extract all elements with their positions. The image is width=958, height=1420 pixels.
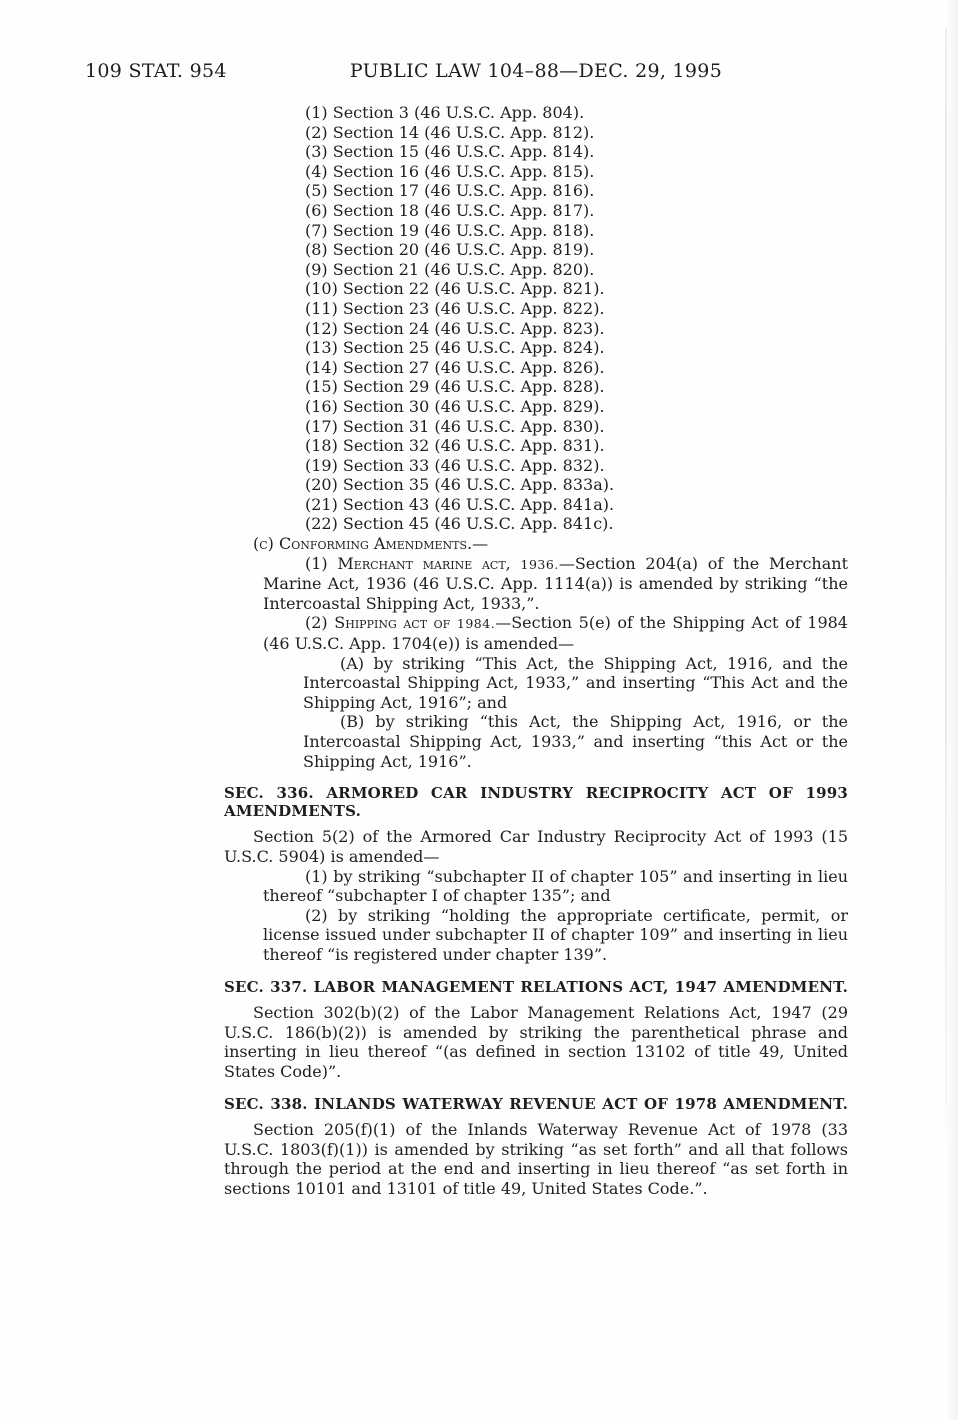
list-item: (18) Section 32 (46 U.S.C. App. 831). bbox=[305, 436, 605, 456]
list-item: (5) Section 17 (46 U.S.C. App. 816). bbox=[305, 181, 595, 201]
paragraph-2-year: 1984. bbox=[456, 616, 496, 632]
list-item: (11) Section 23 (46 U.S.C. App. 822). bbox=[305, 298, 605, 318]
list-item: (12) Section 24 (46 U.S.C. App. 823). bbox=[305, 318, 605, 338]
subparagraph-B: (B) by striking “this Act, the Shipping Act, 1916, or the Intercoastal Shipping Act, 1933,” and inserting “this Act or the Shipping Act, 1916”. bbox=[303, 712, 848, 771]
list-item: (7) Section 19 (46 U.S.C. App. 818). bbox=[305, 220, 595, 240]
conforming-paragraph-2 bbox=[224, 613, 848, 653]
paragraph-1-text: Section 204(a) of the Merchant Marine Act, 1936 (46 U.S.C. App. 1114(a)) is amended by striking “the Intercoastal Shipping Act, 1933,”. bbox=[263, 553, 849, 613]
list-item: (13) Section 25 (46 U.S.C. App. 824). bbox=[305, 338, 605, 358]
conforming-paragraph-1 bbox=[224, 554, 848, 614]
subsection-c-label: (c) Conforming Amendments.— bbox=[253, 534, 489, 554]
list-item: (10) Section 22 (46 U.S.C. App. 821). bbox=[305, 279, 605, 299]
subparagraph-A: (A) by striking “This Act, the Shipping Act, 1916, and the Intercoastal Shipping Act, 1933,” and inserting “This Act and the Shipping Act, 1916”; and bbox=[303, 653, 848, 712]
list-item: (19) Section 33 (46 U.S.C. App. 832). bbox=[305, 455, 605, 475]
paragraph-2-text: Section 5(e) of the Shipping Act of 1984 (46 U.S.C. App. 1704(e)) is amended— bbox=[263, 613, 848, 654]
sec-336-intro: Section 5(2) of the Armored Car Industry Reciprocity Act of 1993 (15 U.S.C. 5904) is amended— bbox=[224, 827, 848, 866]
page-body bbox=[224, 103, 848, 1198]
sec-336-heading-line2: AMENDMENTS. bbox=[224, 801, 362, 820]
subsection-c-heading bbox=[224, 534, 848, 554]
public-law-header: PUBLIC LAW 104–88—DEC. 29, 1995 bbox=[349, 60, 723, 82]
list-item: (9) Section 21 (46 U.S.C. App. 820). bbox=[305, 259, 595, 279]
list-item: (14) Section 27 (46 U.S.C. App. 826). bbox=[305, 357, 605, 377]
paragraph-2-leadin: (2) Shipping act of bbox=[305, 613, 457, 633]
list-item: (3) Section 15 (46 U.S.C. App. 814). bbox=[305, 142, 595, 162]
sec-337-heading: SEC. 337. LABOR MANAGEMENT RELATIONS ACT, 1947 AMENDMENT. bbox=[224, 977, 848, 996]
sec-336-paragraph-2: (2) by striking “holding the appropriate certificate, permit, or license issued under subchapter II of chapter 109” and inserting in lieu thereof “is registered under chapter 139”. bbox=[263, 905, 848, 964]
paragraph-1-leadin: (1) Merchant marine act, bbox=[305, 553, 521, 573]
sec-338-body: Section 205(f)(1) of the Inlands Waterway Revenue Act of 1978 (33 U.S.C. 1803(f)(1)) is amended by striking “as set forth” and all that follows through the period at the end and inserting in lieu thereof “as set forth in sections 10101 and 13101 of title 49, United States Code.”. bbox=[224, 1120, 848, 1198]
paragraph-1-year: 1936. bbox=[520, 556, 559, 572]
sec-336-heading-line1: SEC. 336. ARMORED CAR INDUSTRY RECIPROCITY ACT OF 1993 bbox=[224, 784, 848, 803]
sec-338-heading: SEC. 338. INLANDS WATERWAY REVENUE ACT OF 1978 AMENDMENT. bbox=[224, 1094, 848, 1113]
scan-edge-shading bbox=[948, 0, 958, 1420]
amendment-list bbox=[305, 103, 848, 534]
list-item: (4) Section 16 (46 U.S.C. App. 815). bbox=[305, 161, 595, 181]
list-item: (16) Section 30 (46 U.S.C. App. 829). bbox=[305, 396, 605, 416]
list-item: (2) Section 14 (46 U.S.C. App. 812). bbox=[305, 122, 595, 142]
list-item: (15) Section 29 (46 U.S.C. App. 828). bbox=[305, 377, 605, 397]
list-item: (17) Section 31 (46 U.S.C. App. 830). bbox=[305, 416, 605, 436]
list-item: (1) Section 3 (46 U.S.C. App. 804). bbox=[305, 103, 585, 122]
paragraph-1-dash: — bbox=[558, 553, 575, 573]
stat-page-number: 109 STAT. 954 bbox=[85, 60, 227, 82]
paragraph-2-dash: — bbox=[495, 613, 512, 633]
list-item: (22) Section 45 (46 U.S.C. App. 841c). bbox=[305, 514, 614, 534]
list-item: (6) Section 18 (46 U.S.C. App. 817). bbox=[305, 200, 595, 220]
list-item: (20) Section 35 (46 U.S.C. App. 833a). bbox=[305, 475, 615, 495]
list-item: (8) Section 20 (46 U.S.C. App. 819). bbox=[305, 240, 595, 260]
sec-336-paragraph-1: (1) by striking “subchapter II of chapter 105” and inserting in lieu thereof “subchapter I of chapter 135”; and bbox=[263, 866, 848, 906]
sec-337-body: Section 302(b)(2) of the Labor Management Relations Act, 1947 (29 U.S.C. 186(b)(2)) is amended by striking the parenthetical phrase and inserting in lieu thereof “(as defined in section 13102 of title 49, United States Code)”. bbox=[224, 1003, 848, 1081]
running-head bbox=[0, 58, 958, 84]
scan-edge-line bbox=[945, 28, 947, 1148]
list-item: (21) Section 43 (46 U.S.C. App. 841a). bbox=[305, 494, 615, 514]
